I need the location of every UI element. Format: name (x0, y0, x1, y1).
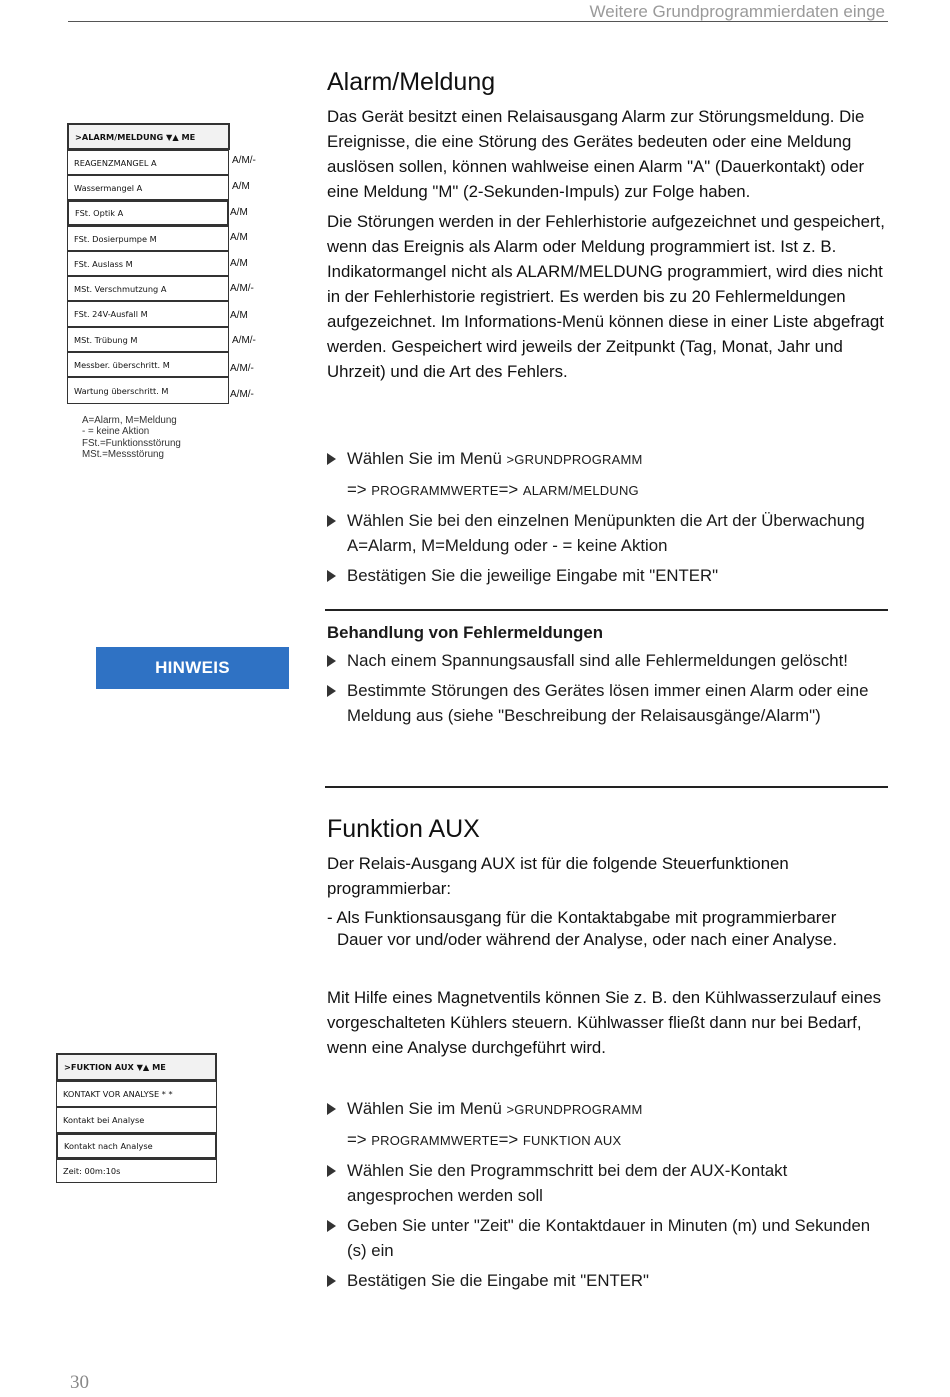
step-text: Wählen Sie im Menü (347, 1099, 507, 1118)
list-item (327, 1127, 889, 1153)
legend-line: FSt.=Funktionsstörung (82, 437, 181, 449)
step-text: Bestätigen Sie die Eingabe mit "ENTER" (347, 1271, 650, 1290)
aux-paragraph-3: Mit Hilfe eines Magnetventils können Sie z. B. den Kühlwasserzulauf eines vorgeschalteten Kühlers steuern. Kühlwasser fließt dann nur bei Bedarf, wenn eine Analyse durchgeführt wird. (327, 988, 882, 1057)
option-values: A/M (230, 207, 248, 218)
section-heading-aux: Funktion AUX (327, 815, 480, 843)
list-item (327, 1213, 889, 1263)
step-text: Wählen Sie den Programmschritt bei dem der AUX-Kontakt angesprochen werden soll (347, 1161, 788, 1205)
lcd-row: Wassermangel A (67, 175, 229, 200)
menu-path: FUNKTION AUX (522, 1133, 622, 1148)
list-item (327, 1158, 889, 1208)
option-values: A/M/- (232, 155, 256, 166)
lcd-header: >ALARM/MELDUNG ▼▲ ME (67, 123, 230, 150)
running-header: Weitere Grundprogrammierdaten einge (589, 2, 885, 21)
lcd-row: FSt. Auslass M (67, 251, 229, 276)
arrow-symbol: => (347, 1130, 372, 1149)
alarm-body (327, 104, 889, 389)
option-values: A/M (230, 258, 248, 269)
lcd-row: Zeit: 00m:10s (56, 1159, 217, 1183)
menu-path: >GRUNDPROGRAMM (506, 1102, 643, 1117)
list-item (327, 1268, 889, 1293)
aux-function-line: - Als Funktionsausgang für die Kontaktabgabe mit programmierbarer (327, 908, 837, 927)
arrow-symbol: => (347, 480, 372, 499)
step-text: Wählen Sie im Menü (347, 449, 507, 468)
lcd-row: FSt. 24V-Ausfall M (67, 301, 229, 327)
option-values: A/M (230, 310, 248, 321)
step-text: Bestätigen Sie die jeweilige Eingabe mit "ENTER" (347, 566, 719, 585)
list-item (327, 678, 889, 728)
arrow-bullet-icon (327, 1165, 336, 1177)
menu-path: PROGRAMMWERTE (371, 1133, 499, 1148)
option-values: A/M/- (230, 389, 254, 400)
step-text: Geben Sie unter "Zeit" die Kontaktdauer in Minuten (m) und Sekunden (s) ein (347, 1216, 871, 1260)
arrow-bullet-icon (327, 655, 336, 667)
lcd-row: FSt. Dosierpumpe M (67, 226, 229, 251)
note-text: Nach einem Spannungsausfall sind alle Fehlermeldungen gelöscht! (347, 651, 848, 670)
option-values: A/M/- (232, 335, 256, 346)
list-item (327, 1096, 889, 1122)
step-text: Wählen Sie bei den einzelnen Menüpunkten die Art der Überwachung A=Alarm, M=Meldung oder - = keine Aktion (347, 511, 865, 555)
arrow-bullet-icon (327, 1275, 336, 1287)
list-item (327, 446, 889, 472)
menu-path: PROGRAMMWERTE (371, 483, 499, 498)
aux-steps (327, 1096, 889, 1298)
lcd-header: >FUKTION AUX ▼▲ ME (56, 1053, 217, 1081)
lcd-row: Wartung überschritt. M (67, 377, 229, 404)
lcd-row: REAGENZMANGEL A (67, 150, 229, 175)
arrow-bullet-icon (327, 685, 336, 697)
lcd-row: Kontakt bei Analyse (56, 1107, 217, 1133)
lcd-row: Messber. überschritt. M (67, 352, 229, 377)
alarm-steps (327, 446, 889, 593)
aux-menu-display (56, 1053, 218, 1183)
header-rule (68, 21, 888, 22)
note-list (327, 648, 889, 733)
note-title: Behandlung von Fehlermeldungen (327, 623, 603, 642)
aux-paragraph-1: Der Relais-Ausgang AUX ist für die folgende Steuerfunktionen programmierbar: (327, 854, 789, 898)
note-top-rule (325, 609, 888, 611)
lcd-row: MSt. Verschmutzung A (67, 276, 229, 301)
arrow-bullet-icon (327, 1220, 336, 1232)
arrow-bullet-icon (327, 453, 336, 465)
menu-path: >GRUNDPROGRAMM (506, 452, 643, 467)
arrow-bullet-icon (327, 1103, 336, 1115)
arrow-symbol: => (498, 1130, 523, 1149)
option-values: A/M/- (230, 283, 254, 294)
menu-legend (82, 415, 181, 461)
lcd-row: Kontakt nach Analyse (56, 1133, 217, 1159)
list-item (327, 477, 889, 503)
option-values: A/M/- (230, 363, 254, 374)
legend-line: A=Alarm, M=Meldung (82, 415, 177, 426)
alarm-paragraph-2: Die Störungen werden in der Fehlerhistorie aufgezeichnet und gespeichert, wenn das Ereignis als Alarm oder Meldung programmiert ist. Ist z. B. Indikatormangel nicht als ALARM/MELDUNG programmiert, wird dies nicht in der Fehlerhistorie registriert. Es werden bis zu 20 Fehlermeldungen aufgezeichnet. Im Informations-Menü können diese in einer Liste abgefragt werden. Gespeichert wird jeweils der Zeitpunkt (Tag, Monat, Jahr und Uhrzeit) und die Art des Fehlers. (327, 212, 885, 381)
option-values: A/M (232, 181, 250, 192)
arrow-symbol: => (498, 480, 523, 499)
legend-line: - = keine Aktion (82, 426, 150, 438)
list-item (327, 508, 889, 558)
alarm-paragraph-1: Das Gerät besitzt einen Relaisausgang Alarm zur Störungsmeldung. Die Ereignisse, die eine Störung des Gerätes bedeuten oder eine Meldung auslösen sollen, können wahlweise einen Alarm "A" (Dauerkontakt) oder eine Meldung "M" (2-Sekunden-Impuls) zur Folge haben. (327, 107, 865, 201)
aux-function-line: Dauer vor und/oder während der Analyse, oder nach einer Analyse. (337, 930, 838, 949)
menu-path: ALARM/MELDUNG (522, 483, 639, 498)
option-values: A/M (230, 232, 248, 243)
lcd-row: FSt. Optik A (67, 200, 229, 226)
aux-body (327, 851, 889, 906)
alarm-menu-display (67, 123, 267, 413)
note-bottom-rule (325, 786, 888, 788)
list-item (327, 563, 889, 588)
arrow-bullet-icon (327, 515, 336, 527)
section-heading-alarm: Alarm/Meldung (327, 68, 496, 96)
page-number: 30 (70, 1372, 89, 1393)
lcd-row: MSt. Trübung M (67, 327, 229, 352)
lcd-row: KONTAKT VOR ANALYSE * * (56, 1081, 217, 1107)
list-item (327, 648, 889, 673)
arrow-bullet-icon (327, 570, 336, 582)
note-text: Bestimmte Störungen des Gerätes lösen immer einen Alarm oder eine Meldung aus (siehe "Beschreibung der Relaisausgänge/Alarm") (347, 681, 869, 725)
aux-function-item (327, 907, 889, 951)
note-badge: HINWEIS (96, 647, 289, 689)
legend-line: MSt.=Messstörung (82, 449, 164, 461)
